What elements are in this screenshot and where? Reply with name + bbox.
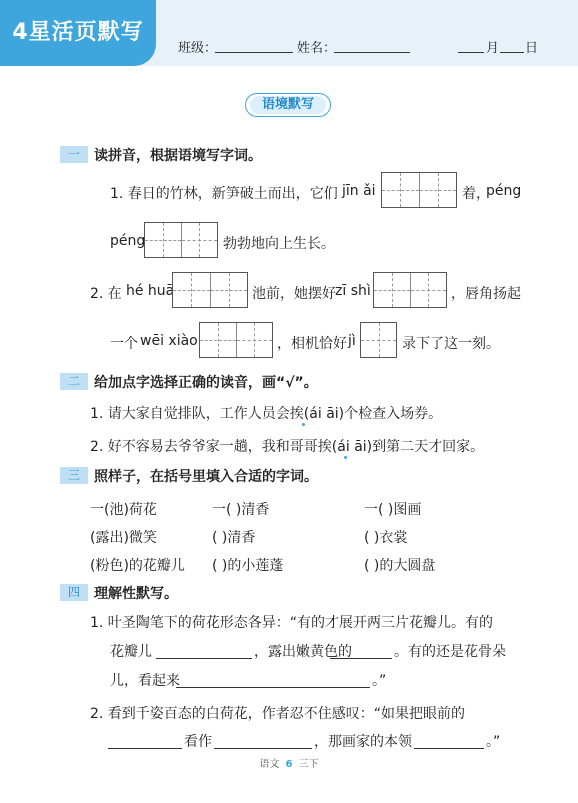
question-title-1: 读拼音，根据语境写字词。 xyxy=(94,148,262,164)
fill-blank[interactable] xyxy=(108,748,182,749)
q1-item2-text-b: 池前，她摆好 xyxy=(252,286,336,302)
day-field[interactable] xyxy=(500,52,524,53)
page-number: 6 xyxy=(285,759,293,770)
answer-grid-jin-ai[interactable] xyxy=(381,172,457,208)
q1-item1-text-b: 着， xyxy=(462,186,490,202)
q1-item2-text-d: 一个 xyxy=(110,336,138,352)
q3-cell-1-1: 一(池)荷花 xyxy=(90,502,157,518)
question-title-3: 照样子，在括号里填入合适的字词。 xyxy=(94,469,318,485)
q4-item1-l2c: 。有的还是花骨朵 xyxy=(394,644,506,660)
section-title: 语境默写 xyxy=(250,96,326,114)
question-title-2: 给加点字选择正确的读音，画“√”。 xyxy=(94,375,318,391)
q3-cell-2-1: (露出)微笑 xyxy=(90,530,157,546)
answer-grid-wei-xiao[interactable] xyxy=(199,322,273,358)
q1-item2-text-c: ，唇角扬起 xyxy=(451,286,521,302)
q2-item2: 2. 好不容易去爷爷家一趟，我和哥哥挨(ái āi)到第二天才回家。 xyxy=(90,439,485,455)
q1-item2-pinyin-a: hé huā xyxy=(126,283,175,299)
footer-grade: 三下 xyxy=(298,759,319,770)
q4-item1-l2a: 花瓣儿 xyxy=(110,644,152,660)
q1-item1-text-c: 勃勃地向上生长。 xyxy=(223,236,335,252)
q2-item1: 1. 请大家自觉排队，工作人员会挨(ái āi)个检查入场券。 xyxy=(90,406,443,422)
q4-item2-l2b: ，那画家的本领 xyxy=(314,734,412,750)
name-field[interactable] xyxy=(334,52,410,53)
q1-item1-text-a: 1. 春日的竹林，新笋破土而出，它们 xyxy=(110,186,338,202)
month-field[interactable] xyxy=(458,52,484,53)
fill-blank[interactable] xyxy=(414,748,484,749)
question-number-2: 二 xyxy=(60,373,88,390)
q1-item2-pinyin-b: zī shì xyxy=(335,283,371,299)
q3-cell-1-3: 一( )图画 xyxy=(364,502,422,518)
q4-item1-l3b: 。” xyxy=(372,673,387,689)
q4-item1-line1: 1. 叶圣陶笔下的荷花形态各异：“有的才展开两三片花瓣儿。有的 xyxy=(90,615,494,631)
q1-item2-text-a: 2. 在 xyxy=(90,286,122,302)
answer-grid-he-hua[interactable] xyxy=(172,272,248,308)
q4-item1-l2b: ，露出嫩黄色的 xyxy=(254,644,352,660)
worksheet-tag: 4星活页默写 xyxy=(0,0,156,66)
answer-grid-ji[interactable] xyxy=(360,322,397,358)
answer-grid-zi-shi[interactable] xyxy=(373,272,447,308)
question-number-3: 三 xyxy=(60,467,88,484)
fill-blank[interactable] xyxy=(330,658,392,659)
q1-item2-pinyin-d: jì xyxy=(348,333,356,349)
footer-subject: 语文 xyxy=(259,759,280,770)
fill-blank[interactable] xyxy=(156,658,252,659)
month-label: 月 xyxy=(486,41,500,56)
emphasis-dot xyxy=(302,423,305,426)
page-footer xyxy=(0,755,578,770)
q1-item2-text-e: ，相机恰好 xyxy=(277,336,347,352)
q1-item1-pinyin-a: jīn ǎi xyxy=(342,183,376,199)
section-title-badge xyxy=(245,93,331,117)
fill-blank[interactable] xyxy=(176,687,370,688)
q4-item2-line1: 2. 看到千姿百态的白荷花，作者忍不住感叹：“如果把眼前的 xyxy=(90,706,466,722)
question-title-4: 理解性默写。 xyxy=(94,586,178,602)
answer-grid-peng-peng[interactable] xyxy=(144,222,218,258)
q3-cell-3-1: (粉色)的花瓣儿 xyxy=(90,558,185,574)
q3-cell-3-3: ( )的大圆盘 xyxy=(364,558,436,574)
q1-item2-text-f: 录下了这一刻。 xyxy=(402,336,500,352)
fill-blank[interactable] xyxy=(214,748,312,749)
q4-item1-l3a: 儿，看起来 xyxy=(110,673,180,689)
q3-cell-2-3: ( )衣裳 xyxy=(364,530,408,546)
question-number-4: 四 xyxy=(60,584,88,601)
q1-item1-pinyin-b: péng xyxy=(486,183,522,199)
q1-item2-pinyin-c: wēi xiào xyxy=(140,333,198,349)
q3-cell-1-2: 一( )清香 xyxy=(212,502,270,518)
class-label: 班级： xyxy=(178,41,218,56)
class-field[interactable] xyxy=(215,52,293,53)
q3-cell-2-2: ( )清香 xyxy=(212,530,256,546)
q4-item2-l2a: 看作 xyxy=(184,734,212,750)
q3-cell-3-2: ( )的小莲蓬 xyxy=(212,558,284,574)
name-label: 姓名： xyxy=(297,41,337,56)
question-number-1: 一 xyxy=(60,146,88,163)
emphasis-dot xyxy=(344,456,347,459)
worksheet-header xyxy=(0,0,578,66)
q4-item2-l2c: 。” xyxy=(486,734,501,750)
day-label: 日 xyxy=(525,41,539,56)
q1-item1-pinyin-c: péng xyxy=(110,233,146,249)
